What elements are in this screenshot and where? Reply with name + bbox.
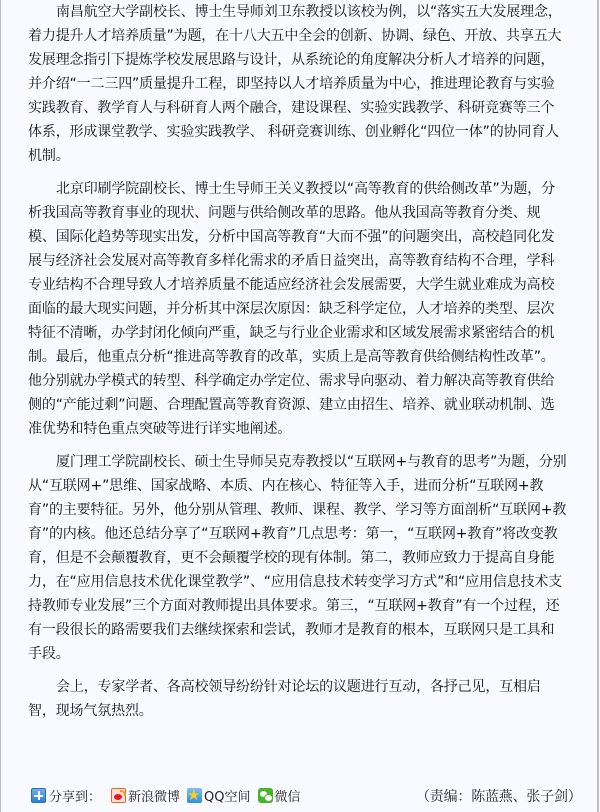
share-plus-icon[interactable] <box>31 788 46 803</box>
share-weibo-label: 新浪微博 <box>128 790 181 805</box>
wechat-icon <box>258 788 273 803</box>
editor-credit: （责编：陈蓝燕、张子剑） <box>416 789 582 805</box>
paragraph-conclusion: 会上，专家学者、各高校领导纷纷针对论坛的议题进行互动，各抒己见，互相启智，现场气氛热烈。 <box>28 679 541 719</box>
weibo-icon <box>111 788 126 803</box>
share-wechat-label: 微信 <box>274 790 301 805</box>
share-bar <box>31 786 308 805</box>
share-qzone-label: QQ空间 <box>204 790 251 805</box>
qzone-star-icon <box>187 788 202 803</box>
article-body <box>28 0 568 732</box>
share-wechat-button[interactable] <box>258 786 301 805</box>
share-label: 分享到： <box>49 790 102 805</box>
paragraph-xiamen: 厦门理工学院副校长、硕士生导师吴克寿教授以“互联网+与教育的思考”为题，分别从“互联网+”思维、国家战略、本质、内在核心、特征等入手，进而分析“互联网+教育”的主要特征。另外，他分别从管理、教师、课程、教学、学习等方面剖析“互联网+教育”的内核。他还总结分享了“互联网+教育”几点思考：第一，“互联网+教育”将改变教育，但是不会颠覆教育，更不会颠覆学校的现有体制。第二，教师应致力于提高自身能力，在“应用信息技术优化课堂教学”、“应用信息技术转变学习方式”和“应用信息技术支持教师专业发展”三个方面对教师提出具体要求。第三，“互联网+教育”有一个过程，还有一段很长的路需要我们去继续探索和尝试，教师才是教育的根本，互联网只是工具和手段。 <box>28 454 567 662</box>
share-qzone-button[interactable] <box>187 786 250 805</box>
share-weibo-button[interactable] <box>111 786 180 805</box>
paragraph-beijing: 北京印刷学院副校长、博士生导师王关义教授以“高等教育的供给侧改革”为题，分析我国高等教育事业的现状、问题与供给侧改革的思路。他从我国高等教育分类、规模、国际化趋势等现实出发，分析中国高等教育“大而不强”的问题突出，高校趋同化发展与经济社会发展对高等教育多样化需求的矛盾日益突出，高等教育结构不合理，学科专业结构不合理导致人才培养质量不能适应经济社会发展需要，大学生就业难成为高校面临的最大现实问题，并分析其中深层次原因：缺乏科学定位，人才培养的类型、层次特征不清晰，办学封闭化倾向严重，缺乏与行业企业需求和区域发展需求紧密结合的机制。最后，他重点分析“推进高等教育的改革，实质上是高等教育供给侧结构性改革”。他分别就办学模式的转型、科学确定办学定位、需求导向驱动、着力解决高等教育供给侧的“产能过剩”问题、合理配置高等教育资源、建立由招生、培养、就业联动机制、选准优势和特色重点突破等进行详实地阐述。 <box>28 181 555 437</box>
paragraph-nanchang: 南昌航空大学副校长、博士生导师刘卫东教授以该校为例，以“落实五大发展理念，着力提升人才培养质量”为题，在十八大五中全会的创新、协调、绿色、开放、共享五大发展理念指引下提炼学校发展思路与设计，从系统论的角度解决分析人才培养的问题，并介绍“一二三四”质量提升工程，即坚持以人才培养质量为中心，推进理论教育与实验实践教育、教学育人与科研育人两个融合，建设课程、实验实践教学、科研竞赛等三个体系，形成课堂教学、实验实践教学、 科研竞赛训练、创业孵化“四位一体”的协同育人机制。 <box>28 4 562 164</box>
